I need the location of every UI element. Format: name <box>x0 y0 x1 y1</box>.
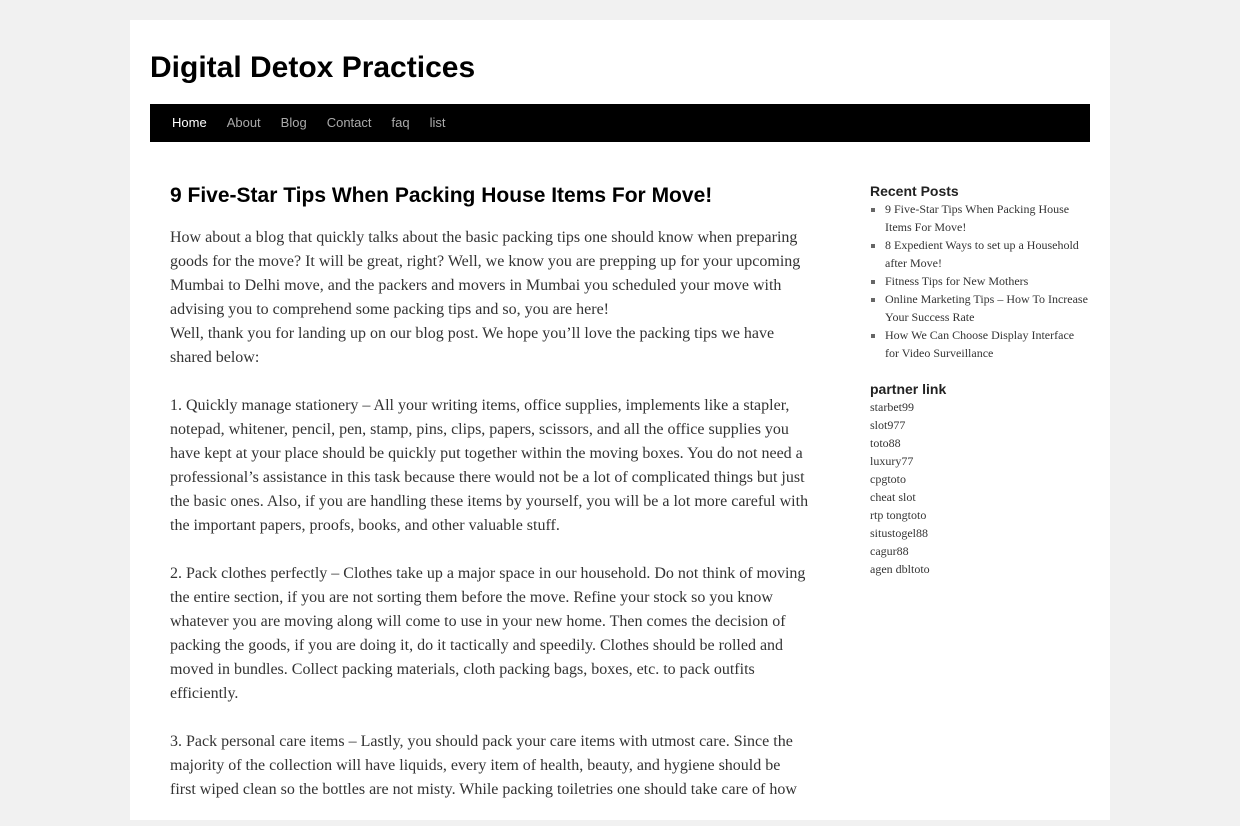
partner-link-list <box>870 398 1090 578</box>
nav-link-list[interactable]: list <box>429 115 446 130</box>
partner-link[interactable]: starbet99 <box>870 400 914 414</box>
post-tip-2: 2. Pack clothes perfectly – Clothes take up a major space in our household. Do not think of moving the entire section, if you are not sorting them before the move. Refine your stock so you know whatever you are moving along will come to use in your new home. Then comes the decision of packing the goods, if you are doing it, do it tactically and speedily. Clothes should be rolled and moved in bundles. Collect packing materials, cloth packing bags, boxes, etc. to pack outfits efficiently. <box>170 565 806 702</box>
nav-item-contact[interactable] <box>317 104 382 142</box>
recent-post-link[interactable]: How We Can Choose Display Interface for Video Surveillance <box>885 328 1075 360</box>
recent-posts-heading: Recent Posts <box>870 183 959 199</box>
partner-link[interactable]: agen dbltoto <box>870 562 930 576</box>
partner-link[interactable]: cpgtoto <box>870 472 906 486</box>
post-tip-1: 1. Quickly manage stationery – All your writing items, office supplies, implements like a stapler, notepad, whitener, pencil, pen, stamp, pins, clips, papers, scissors, and all the office supplies you have kept at your place should be quickly put together within the moving boxes. You do not need a professional’s assistance in this task because there would not be a lot of complicated things but just the basic ones. Also, if you are handling these items by yourself, you will be a lot more careful with the important papers, proofs, books, and other valuable stuff. <box>170 397 809 534</box>
partner-link-heading: partner link <box>870 381 947 397</box>
recent-post-item[interactable] <box>885 200 1090 236</box>
nav-item-blog[interactable] <box>271 104 317 142</box>
sidebar <box>870 182 1090 578</box>
partner-link-item[interactable] <box>870 470 1090 488</box>
recent-post-item[interactable] <box>885 326 1090 362</box>
partner-link-item[interactable] <box>870 524 1090 542</box>
partner-link-item[interactable] <box>870 560 1090 578</box>
post-title: 9 Five-Star Tips When Packing House Items For Move! <box>170 184 713 207</box>
partner-link[interactable]: situstogel88 <box>870 526 929 540</box>
nav-item-home[interactable] <box>162 104 217 142</box>
partner-link-item[interactable] <box>870 542 1090 560</box>
nav-link-home[interactable]: Home <box>172 115 207 130</box>
partner-link-item[interactable] <box>870 506 1090 524</box>
partner-link-item[interactable] <box>870 452 1090 470</box>
recent-post-link[interactable]: Fitness Tips for New Mothers <box>885 274 1029 288</box>
partner-link[interactable]: rtp tongtoto <box>870 508 927 522</box>
page-wrapper <box>130 20 1110 820</box>
nav-link-contact[interactable]: Contact <box>326 115 372 130</box>
partner-link[interactable]: slot977 <box>870 418 906 432</box>
recent-post-item[interactable] <box>885 272 1090 290</box>
post-intro: How about a blog that quickly talks about the basic packing tips one should know when preparing goods for the move? It will be great, right? Well, we know you are prepping up for your upcoming Mumbai to Delhi move, and the packers and movers in Mumbai you scheduled your move with advising you to comprehend some packing tips and so, you are here! <box>170 229 801 318</box>
nav-item-faq[interactable] <box>382 104 420 142</box>
post-intro-2: Well, thank you for landing up on our blog post. We hope you’ll love the packing tips we have shared below: <box>170 325 775 366</box>
partner-link-item[interactable] <box>870 416 1090 434</box>
site-title[interactable]: Digital Detox Practices <box>150 51 476 84</box>
recent-post-link[interactable]: Online Marketing Tips – How To Increase Your Success Rate <box>885 292 1088 324</box>
nav-link-faq[interactable]: faq <box>391 115 410 130</box>
recent-post-link[interactable]: 9 Five-Star Tips When Packing House Items For Move! <box>885 202 1070 234</box>
nav-item-about[interactable] <box>217 104 271 142</box>
partner-link[interactable]: luxury77 <box>870 454 914 468</box>
recent-post-item[interactable] <box>885 290 1090 326</box>
partner-link-item[interactable] <box>870 488 1090 506</box>
main-nav <box>150 104 1090 142</box>
partner-link[interactable]: toto88 <box>870 436 901 450</box>
recent-post-link[interactable]: 8 Expedient Ways to set up a Household after Move! <box>885 238 1079 270</box>
partner-link[interactable]: cagur88 <box>870 544 909 558</box>
nav-link-blog[interactable]: Blog <box>280 115 307 130</box>
post-content <box>170 180 810 826</box>
nav-item-list[interactable] <box>420 104 456 142</box>
partner-link-item[interactable] <box>870 434 1090 452</box>
nav-link-about[interactable]: About <box>226 115 261 130</box>
recent-posts-list <box>870 200 1090 362</box>
partner-link[interactable]: cheat slot <box>870 490 916 504</box>
post-tip-3: 3. Pack personal care items – Lastly, you should pack your care items with utmost care. Since the majority of the collection will have liquids, every item of health, beauty, and hygiene should be first wiped clean so the bottles are not misty. While packing toiletries one should take care of how <box>170 733 797 798</box>
partner-link-item[interactable] <box>870 398 1090 416</box>
recent-post-item[interactable] <box>885 236 1090 272</box>
